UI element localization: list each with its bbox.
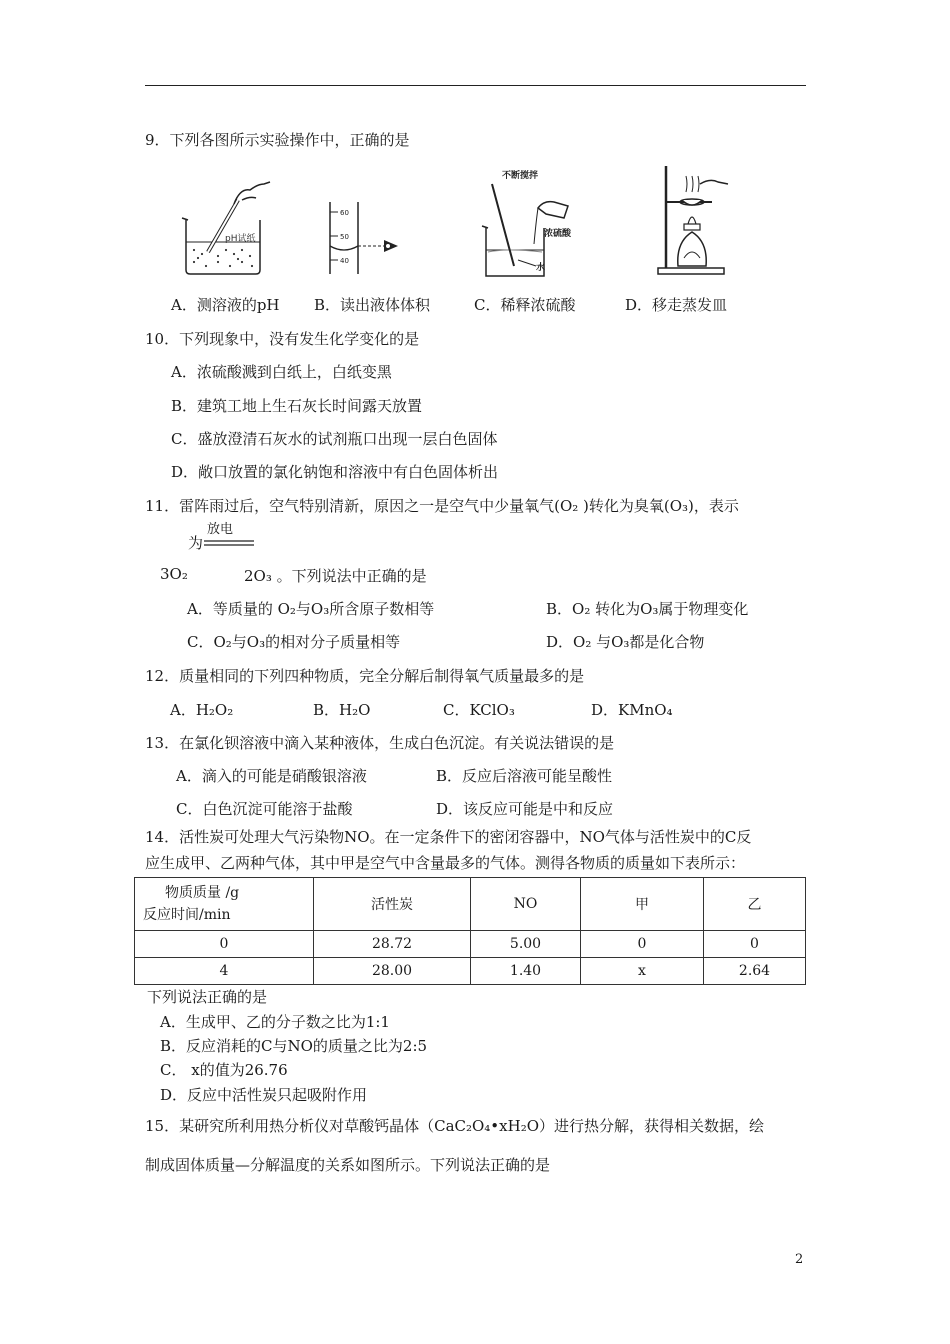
svg-text:不断搅拌: 不断搅拌 <box>502 171 539 181</box>
header-rule <box>145 85 806 86</box>
q10-option-d[interactable]: D．敞口放置的氯化钠饱和溶液中有白色固体析出 <box>171 463 499 481</box>
q11-stem: 11．雷阵雨过后，空气特别清新，原因之一是空气中少量氧气(O₂ )转化为臭氧(O₃)，表示 <box>145 497 739 515</box>
q13-option-d[interactable]: D．该反应可能是中和反应 <box>436 800 614 818</box>
svg-text:浓硫酸: 浓硫酸 <box>544 229 572 239</box>
q10-option-a[interactable]: A．浓硫酸溅到白纸上，白纸变黑 <box>171 363 392 381</box>
col-header: 乙 <box>704 878 806 931</box>
q9-option-d[interactable]: D．移走蒸发皿 <box>625 296 728 314</box>
q11-eq-left: 3O₂ <box>160 565 188 583</box>
q14-option-b[interactable]: B．反应消耗的C与NO的质量之比为2:5 <box>160 1037 428 1055</box>
q14-option-c[interactable]: C． x的值为26.76 <box>160 1061 288 1079</box>
svg-text:60: 60 <box>340 209 349 217</box>
label-ph-paper: pH试纸 <box>225 234 256 244</box>
figure-ph-test <box>178 162 283 280</box>
q11-eq-right: 2O₃ 。下列说法中正确的是 <box>244 567 427 585</box>
page-number: 2 <box>795 1252 804 1267</box>
col-header: 活性炭 <box>314 878 471 931</box>
q11-option-d[interactable]: D．O₂ 与O₃都是化合物 <box>546 633 705 651</box>
q10-option-b[interactable]: B．建筑工地上生石灰长时间露天放置 <box>171 397 423 415</box>
figure-evaporating-dish <box>652 162 742 280</box>
mass-table <box>134 877 806 985</box>
q12-stem: 12．质量相同的下列四种物质，完全分解后制得氧气质量最多的是 <box>145 667 585 685</box>
q15-stem-line2: 制成固体质量—分解温度的关系如图所示。下列说法正确的是 <box>145 1156 551 1174</box>
q9-stem: 9．下列各图所示实验操作中，正确的是 <box>145 131 410 149</box>
q14-option-a[interactable]: A．生成甲、乙的分子数之比为1:1 <box>160 1013 390 1031</box>
equilibrium-arrow <box>202 539 256 547</box>
figure-dilute-acid <box>478 162 588 282</box>
col-header: 甲 <box>581 878 704 931</box>
q11-option-b[interactable]: B．O₂ 转化为O₃属于物理变化 <box>546 600 749 618</box>
svg-text:50: 50 <box>340 233 349 241</box>
q9-option-c[interactable]: C．稀释浓硫酸 <box>474 296 576 314</box>
svg-text:水: 水 <box>536 263 546 273</box>
table-header-diagonal: 物质质量 /g 反应时间/min <box>135 878 314 931</box>
q13-option-a[interactable]: A．滴入的可能是硝酸银溶液 <box>176 767 367 785</box>
q14-stem-line2: 应生成甲、乙两种气体，其中甲是空气中含量最多的气体。测得各物质的质量如下表所示： <box>145 854 746 872</box>
q12-option-b[interactable]: B．H₂O <box>313 701 371 719</box>
q9-option-b[interactable]: B．读出液体体积 <box>314 296 431 314</box>
table-row: 0 28.72 5.00 0 0 <box>135 931 806 958</box>
q14-stem-line1: 14．活性炭可处理大气污染物NO。在一定条件下的密闭容器中，NO气体与活性炭中的C反 <box>145 828 752 846</box>
q15-stem-line1: 15．某研究所利用热分析仪对草酸钙晶体（CaC₂O₄•xH₂O）进行热分解，获得相关数据，绘 <box>145 1117 765 1135</box>
q14-option-d[interactable]: D．反应中活性炭只起吸附作用 <box>160 1086 368 1104</box>
q13-option-b[interactable]: B．反应后溶液可能呈酸性 <box>436 767 613 785</box>
q12-option-a[interactable]: A．H₂O₂ <box>170 701 234 719</box>
table-row: 4 28.00 1.40 x 2.64 <box>135 958 806 985</box>
figure-read-volume <box>318 162 408 280</box>
q12-option-d[interactable]: D．KMnO₄ <box>591 701 673 719</box>
col-header: NO <box>471 878 581 931</box>
q11-option-c[interactable]: C．O₂与O₃的相对分子质量相等 <box>187 633 401 651</box>
q12-option-c[interactable]: C．KClO₃ <box>443 701 515 719</box>
q13-option-c[interactable]: C．白色沉淀可能溶于盐酸 <box>176 800 353 818</box>
q14-after-table: 下列说法正确的是 <box>147 988 268 1006</box>
q10-stem: 10．下列现象中，没有发生化学变化的是 <box>145 330 420 348</box>
q11-option-a[interactable]: A．等质量的 O₂与O₃所含原子数相等 <box>187 600 435 618</box>
q11-discharge-label: 放电 <box>207 522 234 537</box>
q9-option-a[interactable]: A．测溶液的pH <box>171 296 280 314</box>
q13-stem: 13．在氯化钡溶液中滴入某种液体，生成白色沉淀。有关说法错误的是 <box>145 734 615 752</box>
svg-text:40: 40 <box>340 257 349 265</box>
q10-option-c[interactable]: C．盛放澄清石灰水的试剂瓶口出现一层白色固体 <box>171 430 498 448</box>
q11-wei: 为 <box>188 534 204 552</box>
